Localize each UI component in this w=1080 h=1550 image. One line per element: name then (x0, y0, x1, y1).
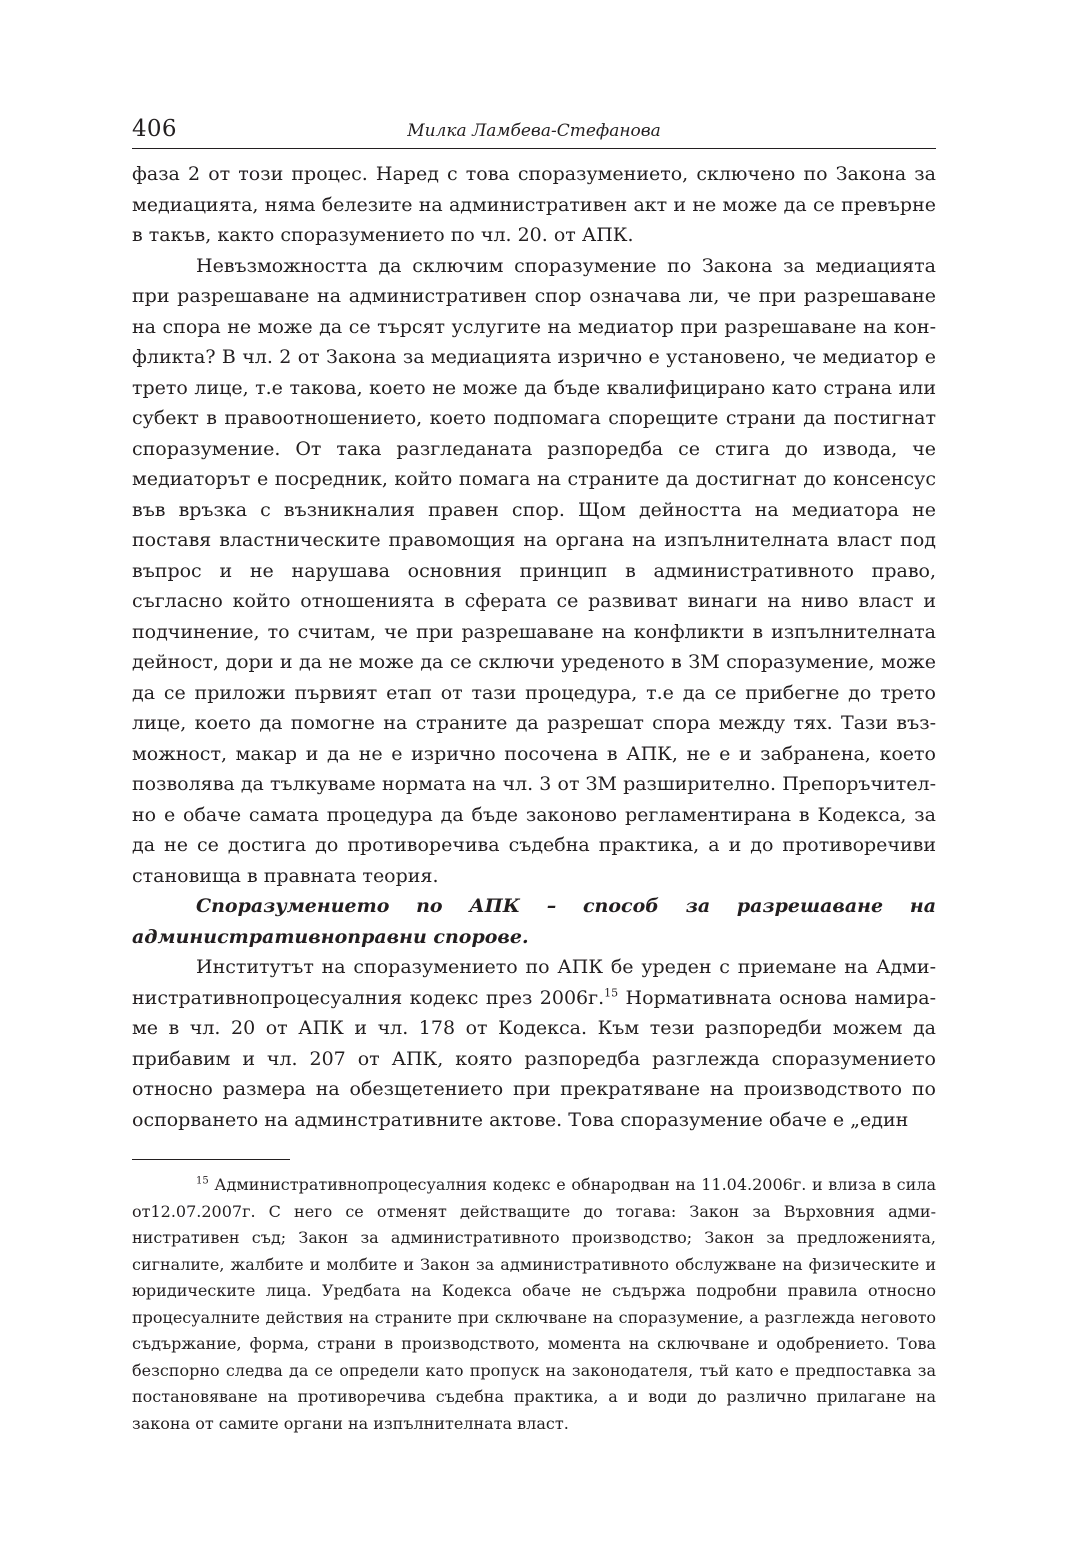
footnote-text: Административнопроцесуалния кодекс е обнародван на 11.04.2006г. и влиза в сила от12.07.2007г. С него се отменят действащите до тогава: Закон за Върховния административен съд; Закон за административното производство; Закон за предложенията, сигналите, жалбите и молбите и Закон за административното обслужване на физическите и юридическите лица. Уредбата на Кодекса обаче не съдържа подробни правила относно процесуалните действия на страните при сключване на споразумение, а разглежда неговото съдържание, форма, страни в производството, момента на сключване и одобрението. Това безспорно следва да се определи като пропуск на законодателя, тъй като е предпоставка за постановяване на противоречива съдебна практика, а и води до различно прилагане на закона от самите органи на изпълнителната власт. (132, 1175, 936, 1433)
paragraph-3-text-end: Нормативната основа намираме в чл. 20 от АПК и чл. 178 от Кодекса. Към тези разпоредби можем да прибавим и чл. 207 от АПК, която разпоредба разглежда споразумението относно размера на обезщетението при прекратяване на производството по оспорването на админстративните актове. Това споразумение обаче е „един (132, 986, 936, 1131)
paragraph-3 (132, 952, 936, 1135)
running-title-author: Милка Ламбева-Стефанова (407, 121, 661, 141)
body-text (132, 159, 936, 1135)
running-header (132, 112, 936, 149)
footnote-15 (132, 1172, 936, 1437)
footnote-number: 15 (196, 1175, 209, 1187)
section-subheading: Споразумението по АПК – способ за разрешаване на административноправни спорове. (132, 895, 936, 948)
book-page (132, 112, 936, 1453)
footnote-divider (132, 1159, 290, 1160)
footnote-reference: 15 (604, 986, 619, 1000)
paragraph-1: фаза 2 от този процес. Наред с това споразумението, сключено по Закона за медиацията, няма белезите на административен акт и не може да се превърне в такъв, както споразумението по чл. 20. от АПК. (132, 163, 936, 246)
paragraph-3-text-start: Институтът на споразумението по АПК бе уреден с приемане на Административнопроцесуалния кодекс през 2006г. (132, 956, 936, 1009)
page-number: 406 (132, 116, 177, 142)
paragraph-2: Невъзможността да сключим споразумение по Закона за медиацията при разрешаване на административен спор означава ли, че при разрешаване на спора не може да се търсят услугите на медиатор при разрешаване на конфликта? В чл. 2 от Закона за медиацията изрично е установено, че медиатор е трето лице, т.е такова, което не може да бъде квалифицирано като страна или субект в правоотношението, което подпомага спорещите страни да постигнат споразумение. От така разгледаната разпоредба се стига до извода, че медиаторът е посредник, който помага на страните да достигнат до консенсус във връзка с възникналия правен спор. Щом дейността на медиатора не поставя властническите правомощия на органа на изпълнителната власт под въпрос и не нарушава основния принцип в административното право, съгласно който отношенията в сферата се развиват винаги на ниво власт и подчинение, то считам, че при разрешаване на конфликти в изпълнителната дейност, дори и да не може да се сключи уреденото в ЗМ споразумение, може да се приложи първият етап от тази процедура, т.е да се прибегне до трето лице, което да помогне на страните да разрешат спора между тях. Тази възможност, макар и да не е изрично посочена в АПК, не е и забранена, което позволява да тълкуваме нормата на чл. 3 от ЗМ разширително. Препоръчително е обаче самата процедура да бъде законово регламентирана в Кодекса, за да не се достига до противоречива съдебна практика, а и до противоречиви становища в правната теория. (132, 254, 936, 887)
